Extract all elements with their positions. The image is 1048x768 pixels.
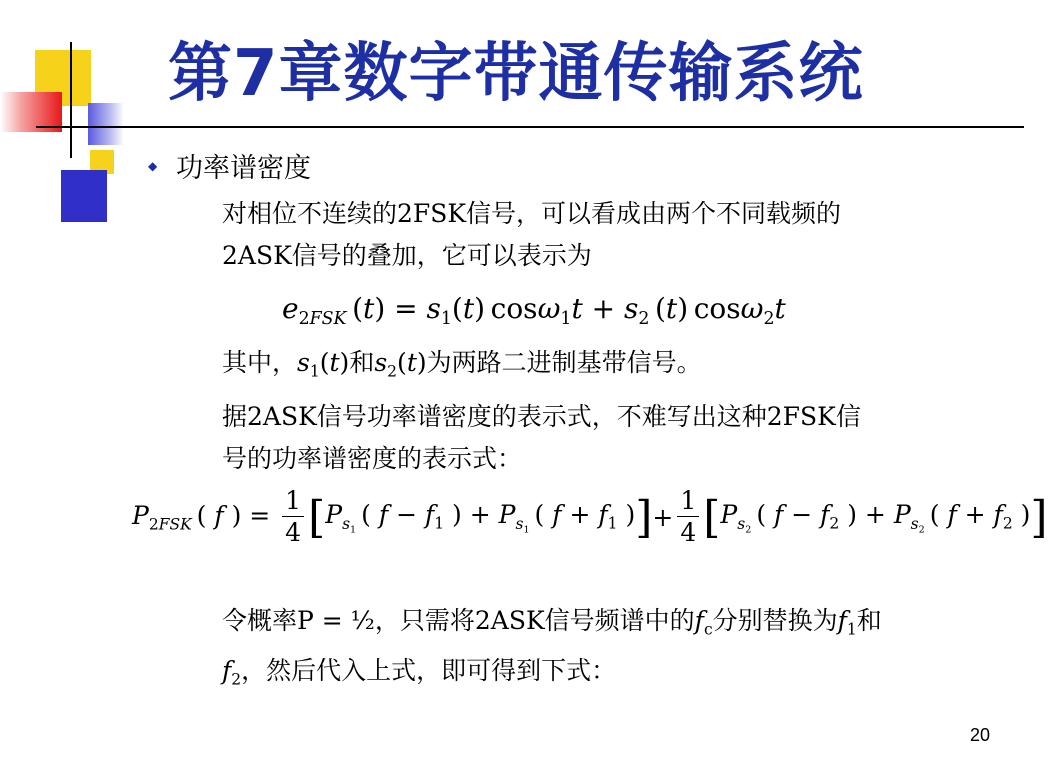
decor-square-blue-light [88,103,124,145]
slide-title [168,22,864,114]
title-rest-part: 带通传输系统 [473,37,864,111]
page-number: 20 [969,725,990,745]
paragraph-3-line-2: 号的功率谱密度的表示式： [222,444,523,473]
decor-vertical-line [70,42,72,158]
paragraph-2-prefix: 其中， [222,348,298,377]
section-heading: 功率谱密度 [176,153,311,184]
paragraph-2: 其中，$s_1(t)$和$s_2(t)$为两路二进制基带信号。 [222,348,702,381]
decor-square-blue [61,170,107,222]
paragraph-4-part-c: 和 [856,606,882,635]
equation-2fsk-psd: $P_{2FSK}$ ( f ) = $\frac{1}{4}$ [ $P_{s_1}$ ( $f - f_1$ ) + $P_{s_1}$ ( $f + f_1$ ) ] + $\frac{1}{4}$ [ $P_{s_2}$ ( $f - f_2$ ) + $P_{s_2}$ ( $f + f_2$ ) ] [132,486,1048,547]
title-bold-part: 第7章数字 [168,37,474,111]
paragraph-4-part-a: 令概率P = ½，只需将2ASK信号频谱中的 [222,606,695,635]
paragraph-4-line-1: 令概率P = ½，只需将2ASK信号频谱中的$f_c$分别替换为$f_1$和 [222,606,882,639]
paragraph-4-part-b: 分别替换为 [712,606,838,635]
fraction-one-quarter-2: $\frac{1}{4}$ [677,486,699,549]
paragraph-1-line-1: 对相位不连续的2FSK信号，可以看成由两个不同载频的 [222,199,842,228]
paragraph-1-line-2: 2ASK信号的叠加，它可以表示为 [222,241,592,270]
paragraph-4-line-2-text: ，然后代入上式，即可得到下式： [241,656,617,685]
title-underline [36,126,1024,128]
equation-2fsk-signal: $e_{2FSK}$ $(t) = s_1(t) \cos\omega_1t + s_2$ (t) cosω$_2$t [282,292,786,330]
diamond-bullet-icon: ◆ [148,159,158,173]
paragraph-2-and: 和 [349,348,375,377]
paragraph-3-line-1: 据2ASK信号功率谱密度的表示式，不难写出这种2FSK信 [222,402,861,431]
fraction-one-quarter-1: $\frac{1}{4}$ [282,486,304,549]
paragraph-4-line-2: $f_2$，然后代入上式，即可得到下式： [222,656,617,689]
paragraph-2-suffix: 为两路二进制基带信号。 [426,348,702,377]
